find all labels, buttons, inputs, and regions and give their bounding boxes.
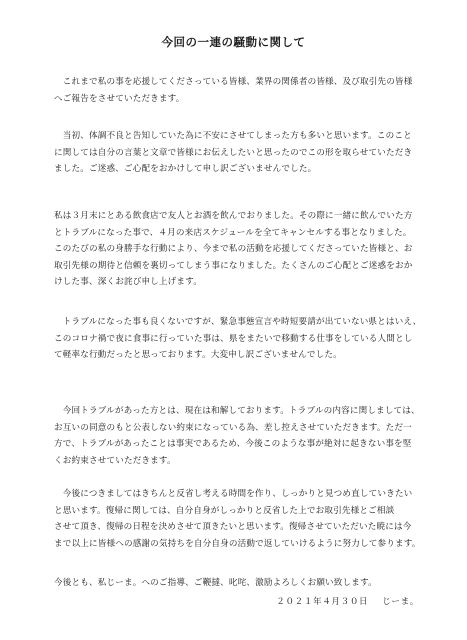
paragraph-line: 当初、体調不良と告知していた為に不安にさせてしまった方も多いと思います。このこと: [54, 131, 412, 141]
paragraph-line: ました。ご迷惑、ご心配をおかけして申し訳ございませんでした。: [54, 164, 317, 174]
paragraph-line: 方で、トラブルがあったことは事実であるため、今後このような事が絶対に起きない事を堅: [54, 439, 412, 449]
paragraph-line: て軽率な行動だったと思っております。大変申し訳ございませんでした。: [54, 350, 342, 360]
paragraph-line: 今後とも、私じーま。へのご指導、ご鞭撻、叱咤、激励よろしくお願い致します。: [54, 578, 377, 588]
paragraph-line: 取引先様の期待と信頼を裏切ってしまう事になりました。たくさんのご心配とご迷惑をおか: [54, 260, 413, 271]
paragraph-line: トラブルになった事も良くないですが、緊急事態宣言や時短要請が出ていない県とはいえ、: [54, 317, 422, 327]
paragraph-line: へご報告をさせていただきます。: [54, 93, 185, 104]
paragraph-line: お互いの同意のもと公表しない約束になっている為、差し控えさせていただきます。ただ一: [54, 422, 412, 433]
paragraph-line: けした事、深くお詫び申し上げます。: [54, 277, 202, 287]
document-title: 今回の一連の騒動に関して: [161, 35, 306, 49]
paragraph-closing: [54, 575, 434, 592]
paragraph-line: このたびの私の身勝手な行動により、今まで私の活動を応援してくださっていた皆様と、お: [54, 244, 413, 254]
paragraph-settlement: [54, 403, 434, 469]
paragraph-introduction: [54, 74, 434, 107]
signature-block: [276, 595, 419, 607]
signature-date: ２０２１年４月３０日: [276, 597, 369, 607]
paragraph-incident-description: [54, 208, 434, 291]
paragraph-line: とトラブルになった事で、４月の来店スケジュールを全てキャンセルする事となりました。: [54, 227, 412, 238]
paragraph-line: このコロナ禍で夜に食事に行っていた事は、県をまたいで移動する仕事をしている人間とし: [54, 333, 413, 344]
paragraph-covid-conduct: [54, 314, 434, 364]
paragraph-line: まで以上に皆様への感謝の気持ちを自分自身の活動で返していけるように努力して参ります。: [54, 538, 421, 549]
paragraph-line: 今回トラブルがあった方とは、現在は和解しております。トラブルの内容に関しましては、: [54, 406, 420, 416]
paragraph-line: させて頂き、復帰の日程を決めさせて頂きたいと思います。復帰させていただいた暁には今: [54, 522, 412, 532]
signature-author: じーま。: [382, 597, 419, 607]
paragraph-future-plans: [54, 486, 434, 552]
paragraph-line: くお約束させていただきます。: [54, 455, 176, 466]
paragraph-line: これまで私の事を応援してくださっている皆様、業界の関係者の皆様、及び取引先の皆様: [54, 77, 413, 87]
paragraph-apology-for-notice: [54, 128, 434, 178]
paragraph-line: と思います。復帰に関しては、自分自身がしっかりと反省した上でお取引先様とご相談: [54, 505, 395, 516]
paragraph-line: 今後につきましてはきちんと反省し考える時間を作り、しっかりと見つめ直していきたい: [54, 489, 413, 499]
paragraph-line: に関しては自分の言葉と文章で皆様にお伝えしたいと思ったのでこの形を取らせていただき: [54, 147, 413, 158]
paragraph-line: 私は３月末にとある飲食店で友人とお酒を飲んでおりました。その際に一緒に飲んでいた方: [54, 211, 413, 221]
